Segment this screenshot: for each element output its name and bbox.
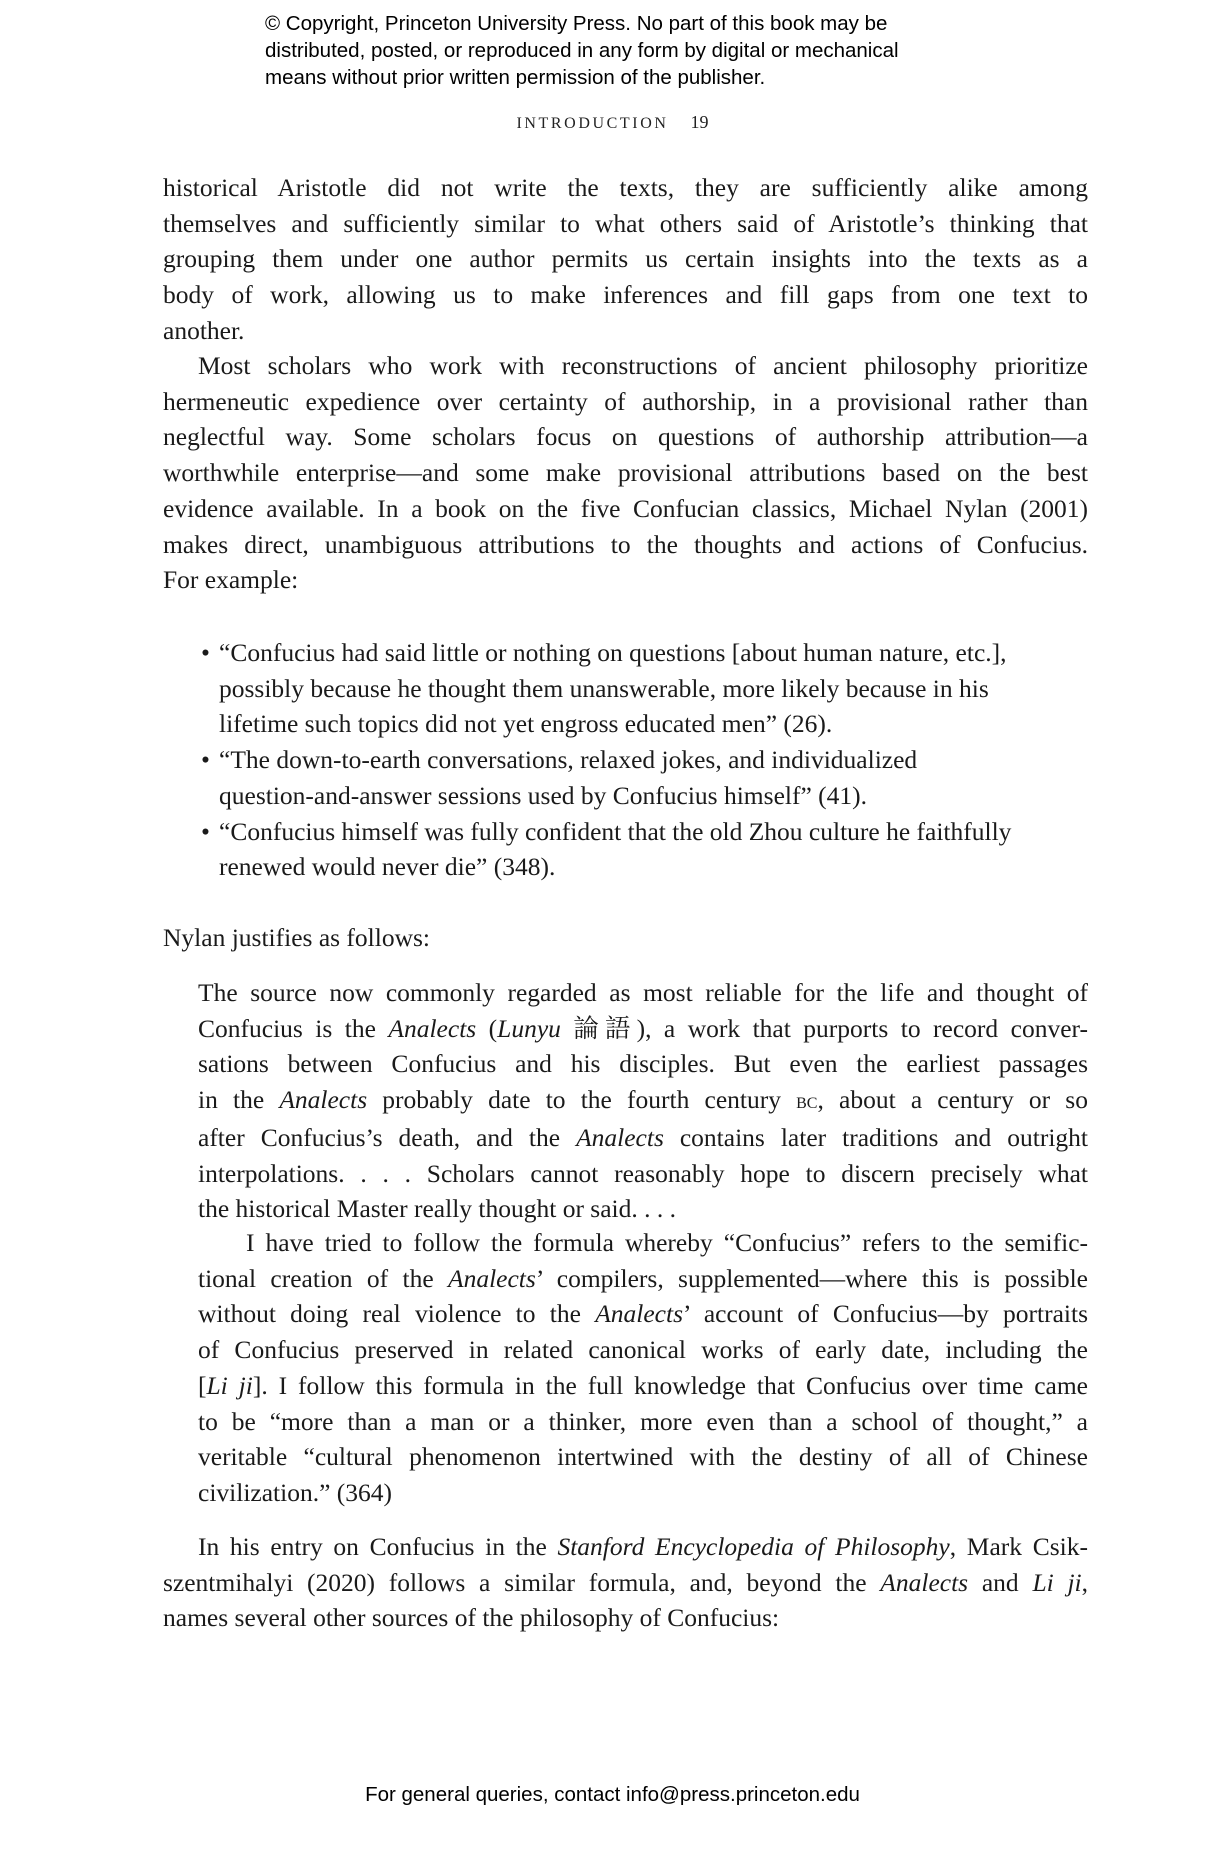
text-run: sations between Confucius and his disciples. But even the earliest passages <box>198 1049 1088 1079</box>
text-run: , about a century or so <box>817 1085 1088 1115</box>
text-run: interpolations. . . . Scholars cannot reasonably hope to discern precisely what <box>198 1158 1088 1188</box>
bullet-icon: • <box>201 745 210 775</box>
running-head-title: INTRODUCTION <box>516 115 669 132</box>
italic-run: Stanford Encyclopedia of Philosophy <box>557 1532 950 1561</box>
text-line <box>198 1191 1088 1227</box>
text-run: and <box>968 1567 1033 1597</box>
text-run: The source now commonly regarded as most reliable for the life and thought of <box>198 978 1088 1007</box>
text-line <box>163 170 1088 206</box>
italic-run: Analects <box>880 1567 969 1597</box>
bullet-item <box>163 814 1088 885</box>
text-run: in the <box>198 1085 280 1115</box>
text-line <box>163 241 1088 277</box>
paragraph <box>163 920 1088 956</box>
bullet-icon: • <box>201 638 210 667</box>
text-line <box>163 491 1088 527</box>
text-run: In his entry on Confucius in the <box>198 1532 558 1561</box>
text-line <box>163 562 1088 598</box>
text-run: names several other sources of the philosophy of Confucius: <box>163 1603 780 1633</box>
text-line <box>163 313 1088 349</box>
text-run: tional creation of the <box>198 1263 448 1293</box>
text-line <box>163 920 1088 956</box>
text-line <box>198 1082 1088 1120</box>
text-run: grouping them under one author permits us certain insights into the texts as a <box>163 244 1088 274</box>
text-run: ’ account of Confucius—by portraits <box>683 1299 1089 1329</box>
text-run: Most scholars who work with reconstructions of ancient philosophy prioritize <box>198 351 1088 380</box>
bullet-list <box>163 635 1088 885</box>
text-line <box>198 1332 1088 1368</box>
text-run: to be “more than a man or a thinker, more even than a school of thought,” a <box>198 1406 1088 1436</box>
text-line <box>198 975 1088 1011</box>
text-line: possibly because he thought them unanswerable, more likely because in his <box>219 673 989 703</box>
text-line: renewed would never die” (348). <box>219 852 556 882</box>
text-run: after Confucius’s death, and the <box>198 1122 577 1152</box>
copyright-line: means without prior written permission of the publisher. <box>265 66 766 89</box>
text-run: contains later traditions and outright <box>663 1122 1088 1152</box>
bullet-item <box>163 635 1088 742</box>
italic-run: Li ji <box>206 1370 253 1400</box>
copyright-notice <box>265 10 899 91</box>
bullet-icon: • <box>201 816 210 846</box>
text-run: historical Aristotle did not write the texts, they are sufficiently alike among <box>163 173 1088 202</box>
italic-run: Analects <box>279 1085 368 1115</box>
text-line <box>163 348 1088 384</box>
text-run: 論語), a work that purports to record conver- <box>560 1013 1088 1043</box>
text-line <box>198 1046 1088 1082</box>
text-line <box>163 455 1088 491</box>
text-line <box>198 1404 1088 1440</box>
copyright-line: distributed, posted, or reproduced in any form by digital or mechanical <box>265 39 899 62</box>
text-run: the historical Master really thought or said. . . . <box>198 1194 677 1224</box>
text-line: “The down-to-earth conversations, relaxed jokes, and individualized <box>219 745 918 775</box>
text-line <box>198 1261 1088 1297</box>
text-run: , <box>1081 1567 1089 1597</box>
text-line <box>198 1225 1088 1261</box>
bullet-item <box>163 742 1088 813</box>
text-line <box>163 206 1088 242</box>
text-line <box>163 527 1088 563</box>
text-run: neglectful way. Some scholars focus on questions of authorship attribution—a <box>163 422 1088 452</box>
text-line <box>163 277 1088 313</box>
footer-contact: For general queries, contact info@press.princeton.edu <box>365 1783 860 1806</box>
text-line <box>198 1156 1088 1192</box>
text-line <box>198 1368 1088 1404</box>
text-run: ]. I follow this formula in the full knowledge that Confucius over time came <box>252 1370 1088 1400</box>
text-run: probably date to the fourth century <box>367 1085 797 1115</box>
text-run: Confucius is the <box>198 1013 389 1043</box>
text-run: [ <box>198 1370 207 1400</box>
text-run: of Confucius preserved in related canonical works of early date, including the <box>198 1335 1088 1365</box>
text-run: civilization.” (364) <box>198 1477 393 1507</box>
italic-run: Analects <box>448 1263 536 1293</box>
italic-run: Analects <box>576 1122 664 1152</box>
running-head <box>0 112 1225 133</box>
text-line <box>198 1011 1088 1047</box>
text-line <box>163 1565 1088 1601</box>
text-run: themselves and sufficiently similar to what others said of Aristotle’s thinking that <box>163 208 1088 238</box>
italic-run: Analects <box>388 1013 477 1043</box>
text-run: hermeneutic expedience over certainty of authorship, in a provisional rather than <box>163 386 1088 416</box>
small-caps-run: bc <box>796 1088 818 1115</box>
text-line <box>163 1600 1088 1636</box>
block-quote-paragraph <box>198 975 1088 1227</box>
italic-run: Lunyu <box>497 1013 561 1043</box>
text-run: I have tried to follow the formula whereby “Confucius” refers to the semific- <box>246 1228 1088 1257</box>
copyright-line: © Copyright, Princeton University Press. No part of this book may be <box>265 12 888 35</box>
paragraph <box>163 170 1088 349</box>
paragraph <box>163 1529 1088 1636</box>
text-line: “Confucius had said little or nothing on questions [about human nature, etc.], <box>219 638 1007 667</box>
text-line: “Confucius himself was fully confident that the old Zhou culture he faithfully <box>219 816 1012 846</box>
text-run: Nylan justifies as follows: <box>163 923 431 952</box>
text-run: body of work, allowing us to make inferences and fill gaps from one text to <box>163 280 1088 310</box>
text-run: without doing real violence to the <box>198 1299 596 1329</box>
text-line <box>198 1475 1088 1511</box>
block-quote-paragraph <box>198 1225 1088 1511</box>
text-line <box>163 384 1088 420</box>
text-line <box>163 419 1088 455</box>
text-line: lifetime such topics did not yet engross educated men” (26). <box>219 709 833 739</box>
paragraph <box>163 348 1088 598</box>
italic-run: Analects <box>595 1299 683 1329</box>
text-run: veritable “cultural phenomenon intertwined with the destiny of all of Chinese <box>198 1442 1088 1472</box>
text-line <box>163 1529 1088 1565</box>
text-line <box>198 1296 1088 1332</box>
text-run: szentmihalyi (2020) follows a similar formula, and, beyond the <box>163 1567 881 1597</box>
text-run: ’ compilers, supplemented—where this is possible <box>535 1263 1088 1293</box>
text-run: ( <box>476 1013 498 1043</box>
text-line <box>198 1120 1088 1156</box>
text-run: , Mark Csik- <box>949 1532 1088 1561</box>
text-run: For example: <box>163 565 299 595</box>
page-number: 19 <box>690 112 709 132</box>
text-run: worthwhile enterprise—and some make provisional attributions based on the best <box>163 458 1088 488</box>
text-line: question-and-answer sessions used by Confucius himself” (41). <box>219 780 868 810</box>
text-run: another. <box>163 315 245 345</box>
italic-run: Li ji <box>1032 1567 1082 1597</box>
text-run: makes direct, unambiguous attributions to the thoughts and actions of Confucius. <box>163 529 1088 559</box>
text-line <box>198 1439 1088 1475</box>
text-run: evidence available. In a book on the five Confucian classics, Michael Nylan (2001) <box>163 493 1088 523</box>
